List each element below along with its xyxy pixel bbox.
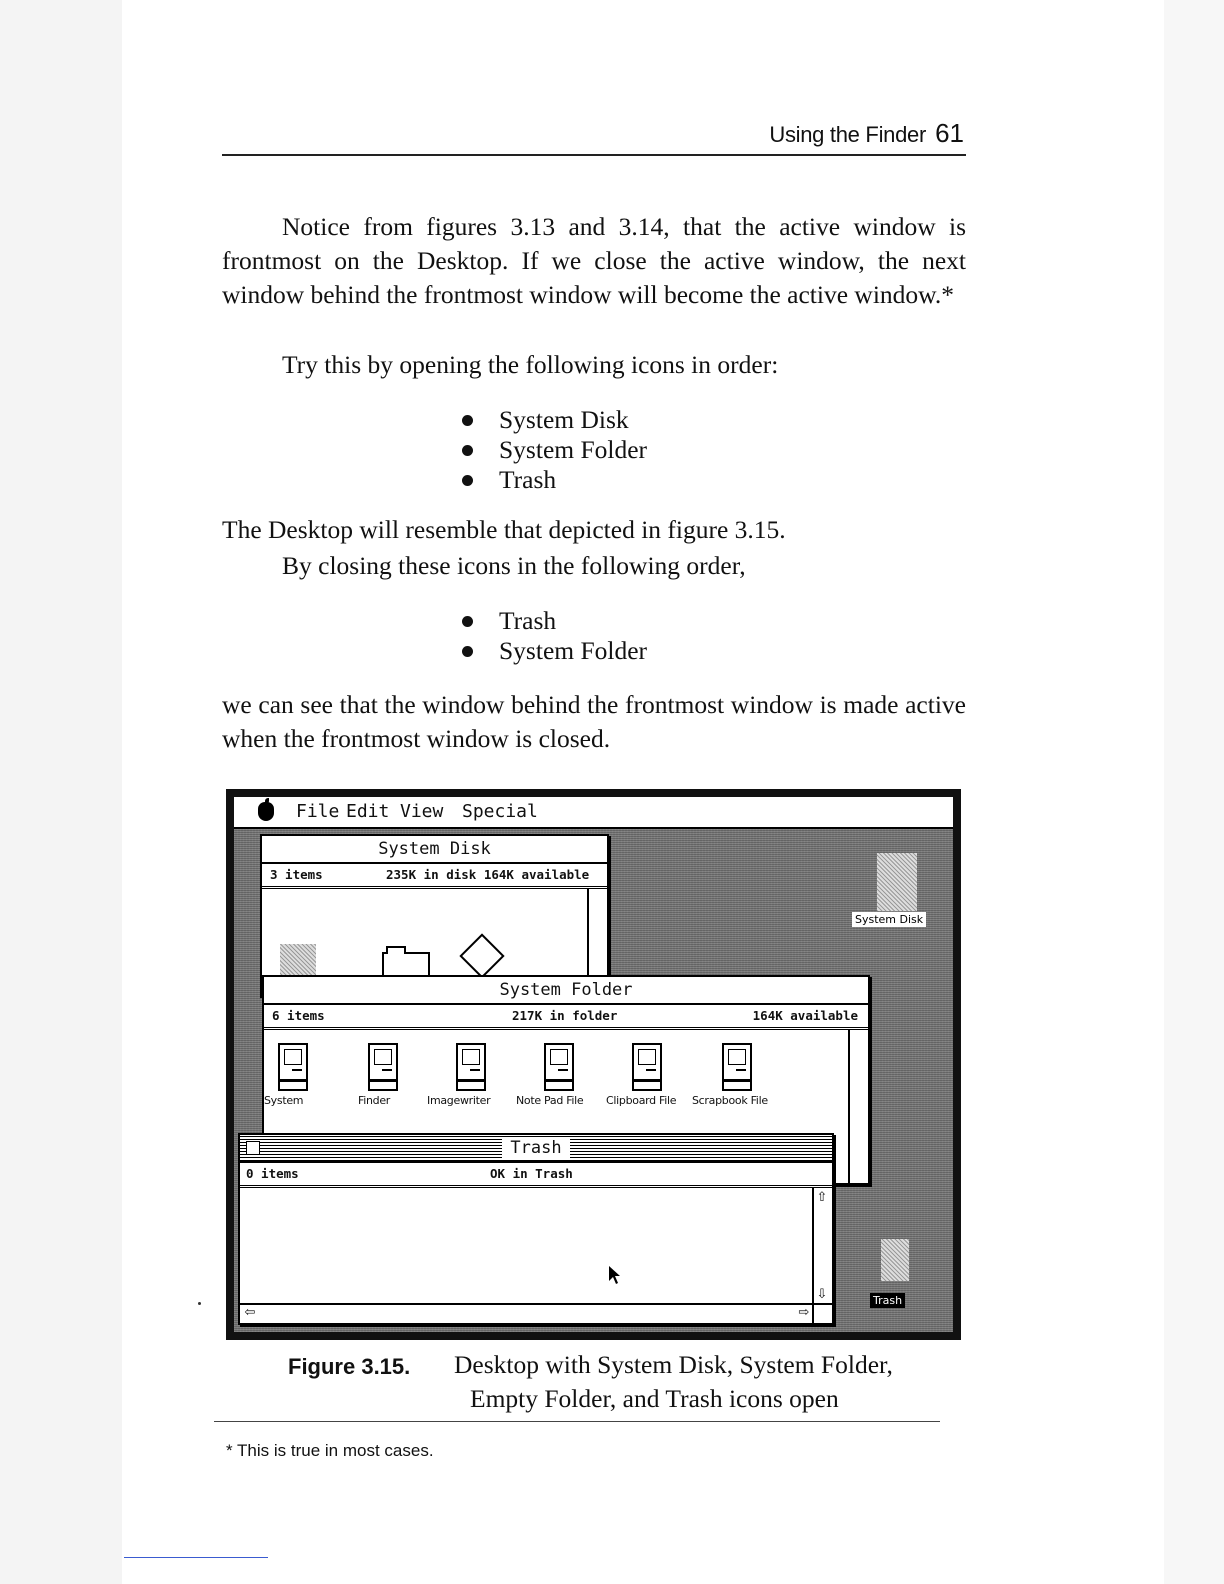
scan-margin-right [1164,0,1224,1584]
system-disk-window [260,834,609,998]
paragraph-3: The Desktop will resemble that depicted in figure 3.15. [222,515,786,544]
icon-label: Clipboard File [606,1094,677,1107]
document-icon [632,1043,662,1089]
figure-label: Figure 3.15. [288,1354,411,1379]
system-folder-title-bar: System Folder [264,977,868,1005]
menu-file: File [296,801,340,822]
icon-label: Note Pad File [516,1094,584,1107]
trash-title-bar: Trash [240,1135,832,1163]
space-available: 164K available [752,1008,858,1023]
page-number: 61 [935,118,964,148]
trash-window [238,1133,834,1325]
mouse-pointer-icon [608,1265,622,1285]
paragraph-2: Try this by opening the following icons in order: [282,350,779,379]
list-item: Trash [460,465,647,495]
scan-margin-left [0,0,122,1584]
apple-menu-icon [258,802,274,821]
folder-size: 217K in folder [512,1008,618,1023]
icon-label: Scrapbook File [692,1094,768,1107]
list-item: System Disk [460,405,647,435]
paragraph-5: we can see that the window behind the frontmost window is made active when the frontmost window is closed. [222,690,966,753]
size-box-icon [812,1303,832,1323]
document-icon [722,1043,752,1089]
system-disk-info-bar [262,864,607,889]
close-box-icon [246,1141,260,1155]
trash-info-bar [240,1163,832,1188]
item-count: 0 items [246,1166,299,1181]
system-disk-title-bar: System Disk [262,836,607,864]
footnote-rule [214,1421,940,1422]
menu-edit: Edit [346,801,390,822]
document-icon [456,1043,486,1089]
caption-line-1: Desktop with System Disk, System Folder, [454,1350,893,1379]
desktop [234,797,953,1332]
document-icon [368,1043,398,1089]
horizontal-scrollbar [240,1303,814,1323]
trash-status: OK in Trash [490,1166,573,1181]
caption-line-2: Empty Folder, and Trash icons open [470,1384,839,1413]
paragraph-4: By closing these icons in the following order, [282,551,746,580]
bullet-icon [462,475,473,486]
icon-label: Finder [358,1094,391,1107]
open-order-list [460,405,647,495]
menu-bar [234,797,953,829]
scroll-up-arrow-icon: ⇧ [816,1190,828,1205]
list-item: System Folder [460,636,647,666]
bullet-icon [462,646,473,657]
empty-folder-icon [459,933,504,978]
icon-label: System [264,1094,304,1107]
desktop-disk-label: System Disk [852,912,926,927]
desktop-trash-label: Trash [870,1293,905,1308]
trash-icon [881,1239,909,1281]
scroll-right-arrow-icon: ⇨ [798,1305,810,1320]
page-header [222,118,966,156]
bullet-icon [462,415,473,426]
menu-special: Special [462,801,538,822]
icon-label: Imagewriter [427,1094,491,1107]
bullet-icon [462,445,473,456]
scan-speck [198,1302,201,1305]
disk-icon [877,853,917,911]
vertical-scrollbar [848,1030,868,1183]
document-icon [544,1043,574,1089]
item-count: 6 items [272,1008,325,1023]
document-icon [278,1043,308,1089]
footnote: * This is true in most cases. [226,1441,434,1460]
running-head: Using the Finder [769,122,926,147]
disk-contents-icon [280,944,316,978]
bullet-icon [462,616,473,627]
scroll-left-arrow-icon: ⇦ [244,1305,256,1320]
vertical-scrollbar [812,1188,832,1305]
system-folder-info-bar [264,1005,868,1030]
paragraph-1: Notice from figures 3.13 and 3.14, that the active window is frontmost on the Desktop. If we close the active window, the next window behind the frontmost window will become the active window.* [222,212,966,309]
list-item: System Folder [460,435,647,465]
item-count: 3 items [270,867,323,882]
close-order-list [460,606,647,666]
scan-edge-line [124,1557,268,1558]
list-item: Trash [460,606,647,636]
figure-3-15-desktop-screenshot [226,789,961,1340]
menu-view: View [400,801,444,822]
scroll-down-arrow-icon: ⇩ [816,1287,828,1302]
disk-space: 235K in disk 164K available [386,867,590,882]
